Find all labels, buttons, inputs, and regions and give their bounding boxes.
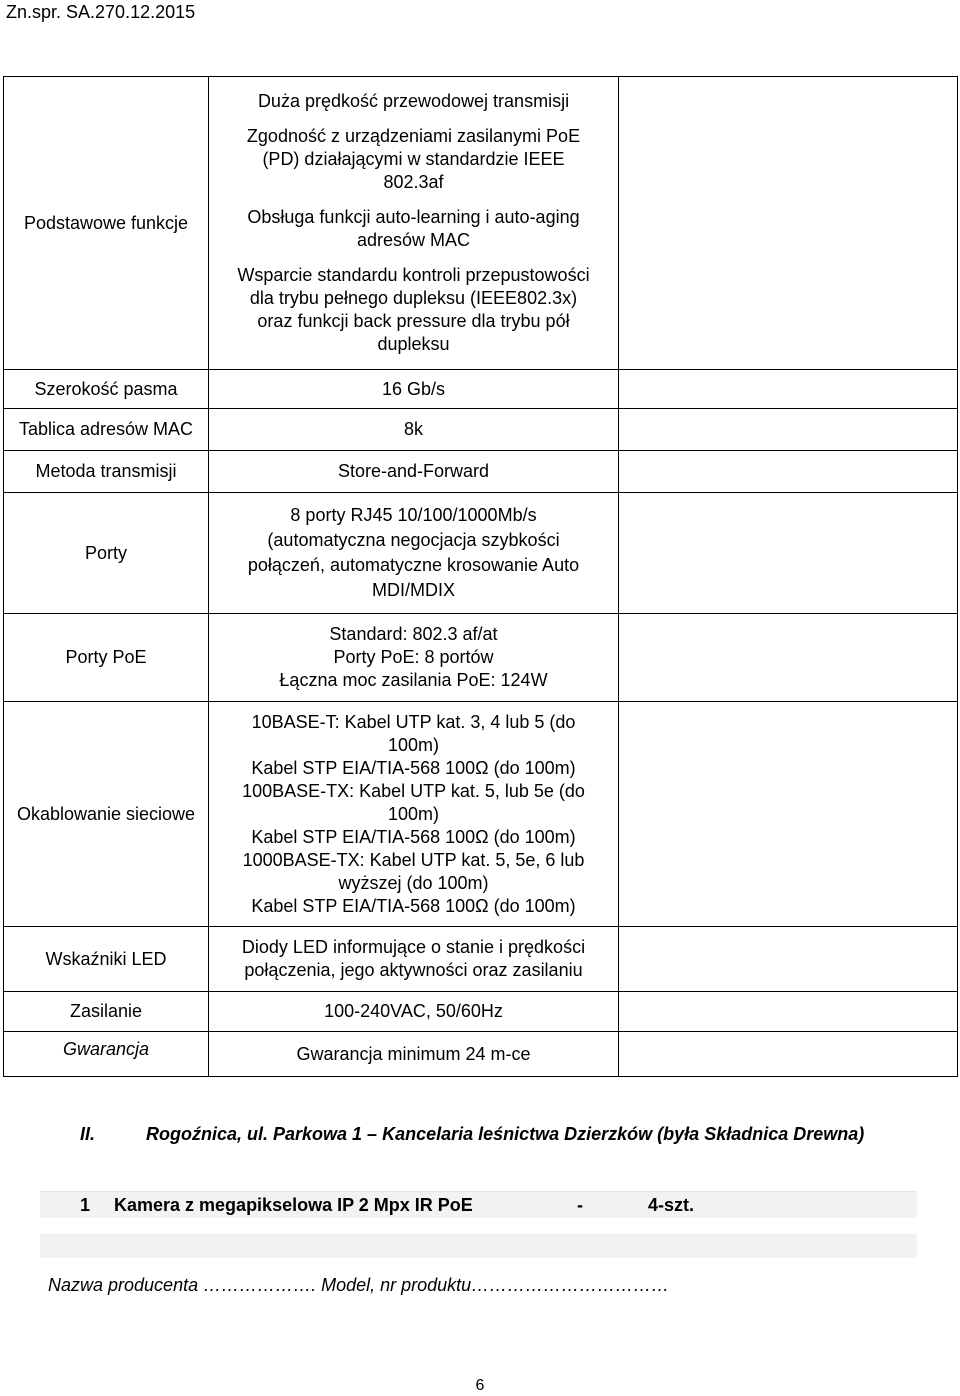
spec-label: Gwarancja [4,1032,209,1077]
spec-value [209,370,619,409]
spec-value [209,927,619,992]
section-heading [80,1122,900,1146]
spec-row-bandwidth [4,370,958,409]
spec-paragraph [209,264,618,356]
spec-line: 100m) [387,803,440,824]
spec-value [209,614,619,702]
spec-line: 16 Gb/s [381,378,446,399]
spec-label: Porty PoE [4,614,209,702]
spec-line: Zgodność z urządzeniami zasilanymi PoE [246,126,581,146]
spec-line: Obsługa funkcji auto-learning i auto-aging [247,207,580,227]
spec-value [209,493,619,614]
spec-line: 8 porty RJ45 10/100/1000Mb/s [290,505,537,525]
spec-label: Okablowanie sieciowe [4,702,209,927]
spec-line: 100-240VAC, 50/60Hz [324,1001,503,1021]
spec-row-ports [4,493,958,614]
spec-notes-cell [619,614,958,702]
spec-line: 10BASE-T: Kabel UTP kat. 3, 4 lub 5 (do [251,711,576,732]
spec-line: 100BASE-TX: Kabel UTP kat. 5, lub 5e (do [242,780,585,801]
spec-notes-cell [619,702,958,927]
item-dash: - [577,1195,583,1215]
spec-label: Porty [4,493,209,614]
spec-label: Szerokość pasma [4,370,209,409]
spec-line: Store-and-Forward [337,461,490,481]
spec-line: Łączna moc zasilania PoE: 124W [279,670,548,690]
spec-label: Metoda transmisji [4,451,209,493]
spec-line: (automatyczna negocjacja szybkości [267,530,560,550]
spec-paragraph [209,125,618,194]
spec-line: połączenia, jego aktywności oraz zasilaniu [244,960,583,980]
spec-row-warranty [4,1032,958,1077]
spec-label: Tablica adresów MAC [4,409,209,451]
spec-value [209,1032,619,1077]
spec-line: adresów MAC [356,230,471,250]
spec-value [209,451,619,493]
spec-notes-cell [619,493,958,614]
spec-row-network-cabling [4,702,958,927]
specification-table [3,76,958,1077]
spec-line: dla trybu pełnego dupleksu (IEEE802.3x) [249,288,578,308]
spec-line: Wsparcie standardu kontroli przepustowości [237,265,590,285]
spec-value [209,992,619,1032]
spec-notes-cell [619,370,958,409]
spec-row-led-indicators [4,927,958,992]
spec-paragraph [209,206,618,252]
spec-line: 802.3af [383,172,444,192]
item-row [40,1191,917,1218]
spec-line: Diody LED informujące o stanie i prędkości [241,937,586,957]
spec-line: Duża prędkość przewodowej transmisji [257,91,570,111]
spec-row-transmission-method [4,451,958,493]
spec-line: (PD) działającymi w standardzie IEEE [262,149,565,169]
spec-notes-cell [619,1032,958,1077]
spec-line: 8k [403,419,423,439]
spec-line: Standard: 802.3 af/at [329,624,498,644]
spec-value [209,409,619,451]
spec-line: Kabel STP EIA/TIA-568 100Ω (do 100m) [251,757,576,778]
spec-line: Kabel STP EIA/TIA-568 100Ω (do 100m) [251,895,576,916]
item-number: 1 [80,1195,91,1215]
item-name: Kamera z megapikselowa IP 2 Mpx IR PoE [114,1195,473,1215]
spec-paragraph [209,90,618,113]
section-title: Rogoźnica, ul. Parkowa 1 – Kancelaria leśnictwa Dzierzków (była Składnica Drewna) [146,1124,865,1144]
spec-notes-cell [619,451,958,493]
spec-row-power-supply [4,992,958,1032]
spec-line: Porty PoE: 8 portów [333,647,494,667]
spec-line: 100m) [387,734,440,755]
spec-label: Wskaźniki LED [4,927,209,992]
spec-label: Zasilanie [4,992,209,1032]
spec-notes-cell [619,409,958,451]
spec-row-poe-ports [4,614,958,702]
producer-model-line: Nazwa producenta ………………. Model, nr produktu…………………………… [48,1275,670,1295]
page-number: 6 [475,1377,485,1394]
spec-line: Kabel STP EIA/TIA-568 100Ω (do 100m) [251,826,576,847]
spec-notes-cell [619,77,958,370]
spec-line: dupleksu [377,334,450,354]
spec-line: połączeń, automatyczne krosowanie Auto [247,555,580,575]
spec-line: oraz funkcji back pressure dla trybu pół [257,311,570,331]
spec-label: Podstawowe funkcje [4,77,209,370]
spec-line: MDI/MDIX [372,580,455,600]
spec-line: 1000BASE-TX: Kabel UTP kat. 5, 5e, 6 lub [242,849,585,870]
spec-notes-cell [619,992,958,1032]
spec-line: Gwarancja minimum 24 m-ce [296,1043,531,1064]
spec-notes-cell [619,927,958,992]
spec-row-mac-table [4,409,958,451]
section-number: II. [80,1124,96,1144]
spec-line: wyższej (do 100m) [338,872,489,893]
document-reference: Zn.spr. SA.270.12.2015 [6,2,196,22]
item-row-blank [40,1234,917,1258]
item-quantity: 4-szt. [648,1195,695,1215]
spec-row-basic-functions [4,77,958,370]
spec-value [209,77,619,370]
spec-value [209,702,619,927]
